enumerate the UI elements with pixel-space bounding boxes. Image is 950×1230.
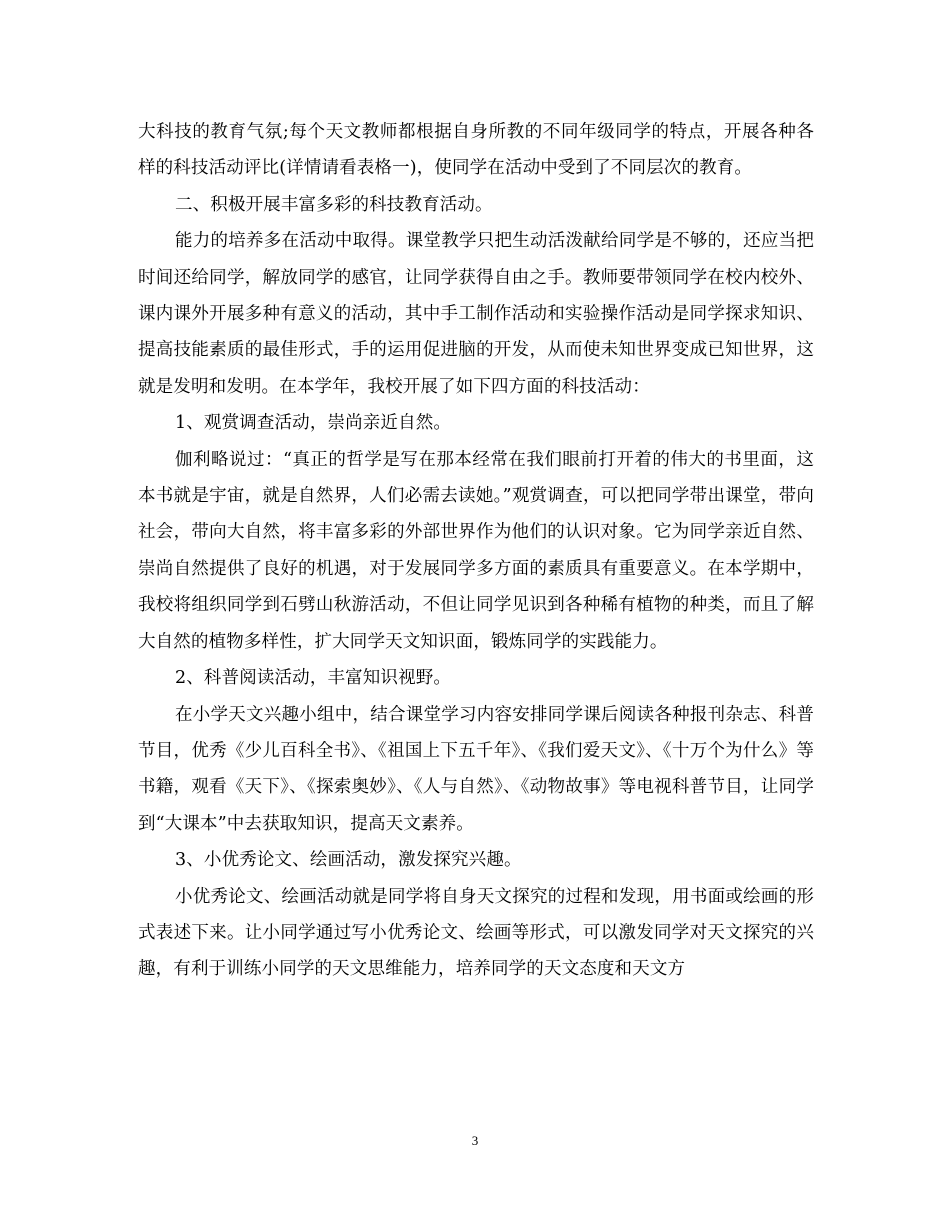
body-text <box>138 114 814 988</box>
page-number: 3 <box>471 1133 479 1148</box>
paragraph-reading-activities: 在小学天文兴趣小组中，结合课堂学习内容安排同学课后阅读各种报刊杂志、科普节目，优秀《少儿百科全书》、《祖国上下五千年》、《我们爱天文》、《十万个为什么》等书籍，观看《天下》、《探索奥妙》、《人与自然》、《动物故事》等电视科普节目，让同学到“大课本”中去获取知识，提高天文素养。 <box>138 704 814 834</box>
paragraph-galileo-quote: 伽利略说过：“真正的哲学是写在那本经常在我们眼前打开着的伟大的书里面，这本书就是宇宙，就是自然界，人们必需去读她。”观赏调查，可以把同学带出课堂，带向社会，带向大自然，将丰富多彩的外部世界作为他们的认识对象。它为同学亲近自然、崇尚自然提供了良好的机遇，对于发展同学多方面的素质具有重要意义。在本学期中，我校将组织同学到石劈山秋游活动，不但让同学见识到各种稀有植物的种类，而且了解大自然的植物多样性，扩大同学天文知识面，锻炼同学的实践能力。 <box>138 449 814 652</box>
paragraph-essay-drawing: 小优秀论文、绘画活动就是同学将自身天文探究的过程和发现，用书面或绘画的形式表述下来。让小同学通过写小优秀论文、绘画等形式，可以激发同学对天文探究的兴趣，有利于训练小同学的天文思维能力，培养同学的天文态度和天文方 <box>138 886 814 980</box>
section-heading-activities: 二、积极开展丰富多彩的科技教育活动。 <box>175 194 493 215</box>
subheading-observation-survey: 1、观赏调查活动，崇尚亲近自然。 <box>175 413 452 434</box>
paragraph-continuation: 大科技的教育气氛;每个天文教师都根据自身所教的不同年级同学的特点，开展各种各样的科技活动评比(详情请看表格一)，使同学在活动中受到了不同层次的教育。 <box>138 122 814 179</box>
paragraph-ability-cultivation: 能力的培养多在活动中取得。课堂教学只把生动活泼献给同学是不够的，还应当把时间还给同学，解放同学的感官，让同学获得自由之手。教师要带领同学在校内校外、课内课外开展多种有意义的活动，其中手工制作活动和实验操作活动是同学探求知识、提高技能素质的最佳形式，手的运用促进脑的开发，从而使未知世界变成已知世界，这就是发明和发明。在本学年，我校开展了如下四方面的科技活动： <box>138 231 814 397</box>
subheading-essay-drawing: 3、小优秀论文、绘画活动，激发探究兴趣。 <box>175 850 522 871</box>
subheading-science-reading: 2、科普阅读活动，丰富知识视野。 <box>175 668 452 689</box>
